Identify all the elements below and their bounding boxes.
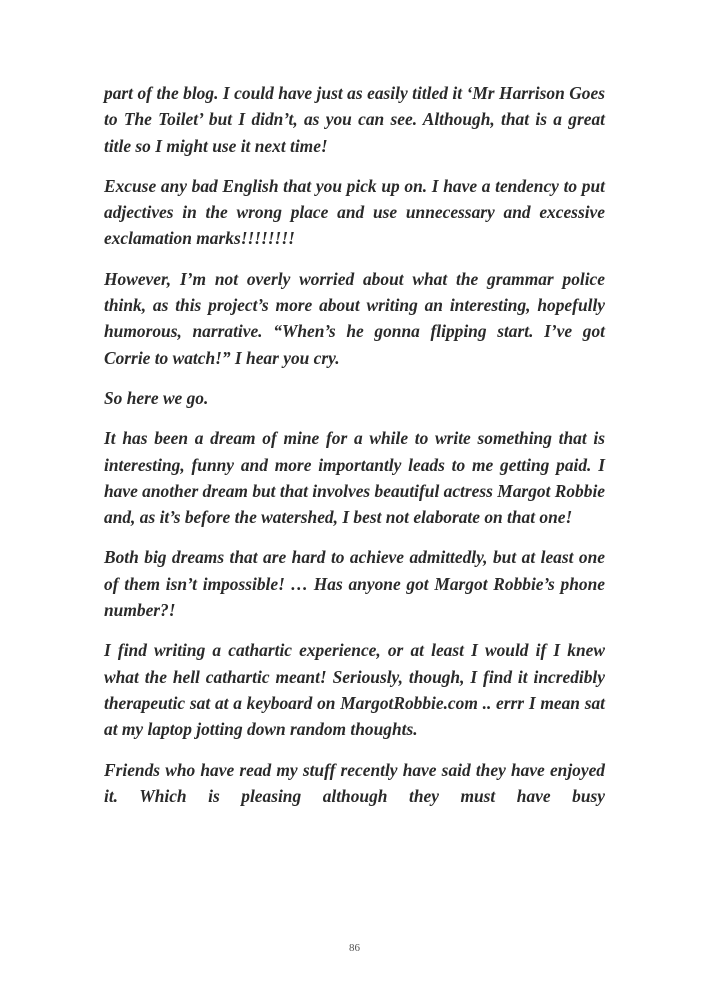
paragraph-4: So here we go.	[104, 387, 209, 408]
body-text	[104, 80, 605, 823]
paragraph-2: Excuse any bad English that you pick up on. I have a tendency to put adjectives in the wrong place and use unnecessary and excessive exclamation marks!!!!!!!!	[104, 175, 605, 249]
paragraph-8: Friends who have read my stuff recently have said they have enjoyed it. Which is pleasing although they must have busy	[104, 759, 605, 806]
paragraph-5: It has been a dream of mine for a while to write something that is interesting, funny and more importantly leads to me getting paid. I have another dream but that involves beautiful actress Margot Robbie and, as it’s before the watershed, I best not elaborate on that one!	[104, 428, 605, 528]
page-number: 86	[349, 942, 360, 954]
paragraph-7: I find writing a cathartic experience, or at least I would if I knew what the hell cathartic meant! Seriously, though, I find it incredibly therapeutic sat at a keyboard on MargotRobbie.com .. errr I mean sat at my laptop jotting down random thoughts.	[104, 640, 605, 740]
paragraph-1: part of the blog. I could have just as easily titled it ‘Mr Harrison Goes to The Toilet’ but I didn’t, as you can see. Although, that is a great title so I might use it next time!	[104, 83, 605, 156]
paragraph-3: However, I’m not overly worried about what the grammar police think, as this project’s more about writing an interesting, hopefully humorous, narrative. “When’s he gonna flipping start. I’ve got Corrie to watch!” I hear you cry.	[104, 268, 605, 368]
paragraph-6: Both big dreams that are hard to achieve admittedly, but at least one of them isn’t impossible! … Has anyone got Margot Robbie’s phone number?!	[104, 547, 605, 621]
